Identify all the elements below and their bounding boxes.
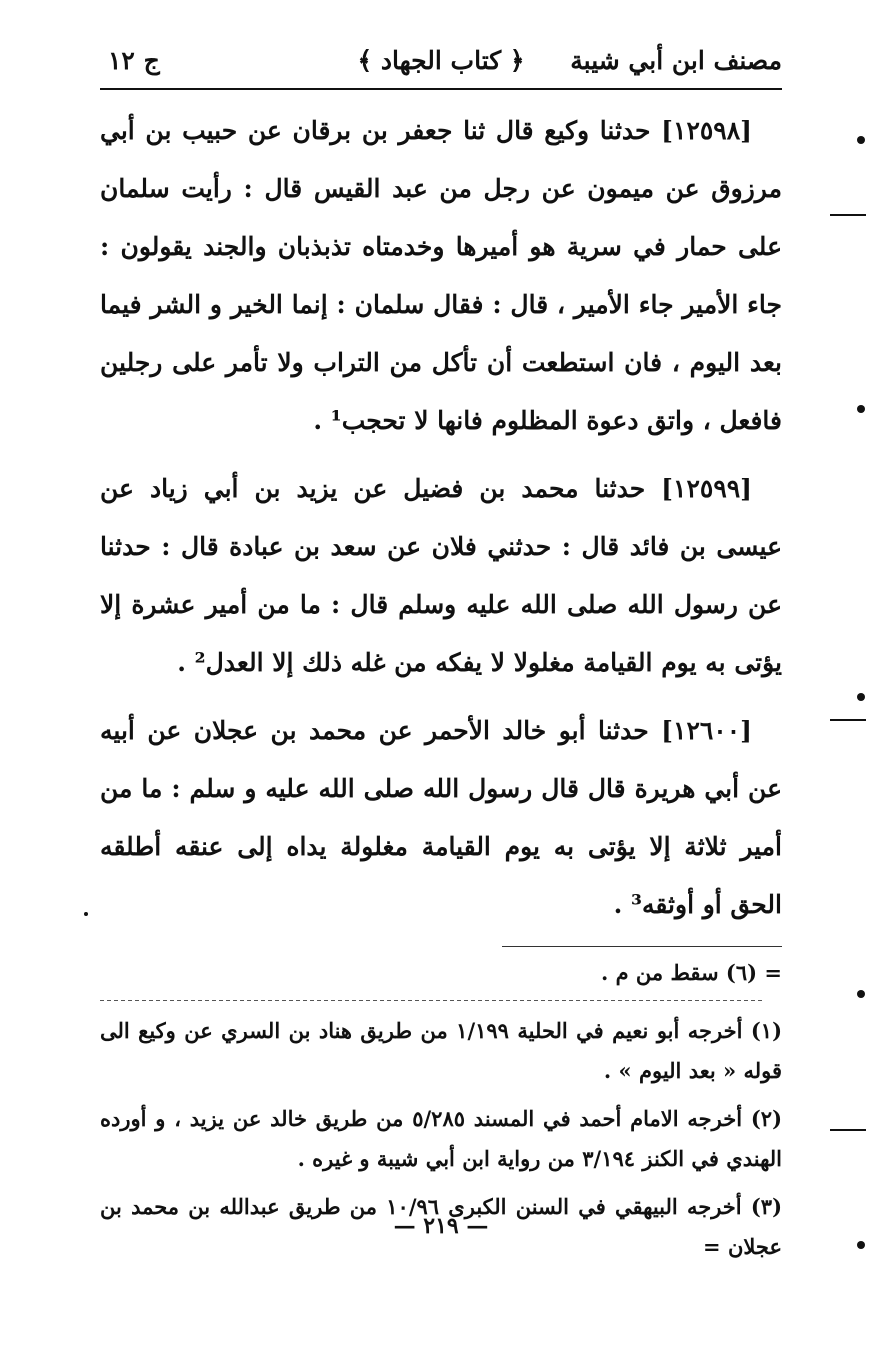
hadith-paragraph: [١٢٥٩٨] حدثنا وكيع قال ثنا جعفر بن برقان عن حبيب بن أبي مرزوق عن ميمون عن رجل من عبد القيس قال : رأيت سلمان على حمار في سرية هو أميرها وخدمتاه تذبذبان والجند يقولون : جاء الأمير جاء الأمير ، قال : فقال سلمان : إنما الخير و الشر فيما بعد اليوم ، فان استطعت أن تأكل من التراب ولا تأمر على رجلين فافعل ، واتق دعوة المظلوم فانها لا تحجب¹ . <box>100 116 782 435</box>
chapter-title: ﴿ كتاب الجهاد ﴾ <box>357 46 525 75</box>
footnote: (٣) أخرجه البيهقي في السنن الكبرى ١٠/٩٦ من طريق عبدالله بن محمد بن عجلان = <box>100 1194 782 1259</box>
scan-mark <box>857 1241 865 1249</box>
footnote-separator <box>502 946 782 947</box>
scan-mark <box>857 405 865 413</box>
scan-mark <box>857 136 865 144</box>
scan-mark <box>830 719 866 721</box>
footnote: (٢) أخرجه الامام أحمد في المسند ٥/٢٨٥ من طريق خالد عن يزيد ، و أورده الهندي في الكنز ٣/١٩٤ من رواية ابن أبي شيبة و غيره . <box>100 1106 782 1171</box>
main-text <box>100 102 782 934</box>
scan-mark <box>857 990 865 998</box>
document-page <box>100 38 782 1338</box>
page-header <box>100 38 782 90</box>
book-title: مصنف ابن أبي شيبة <box>570 46 782 75</box>
volume-page-label: ج ١٢ <box>108 46 160 75</box>
footnote: (١) أخرجه أبو نعيم في الحلية ١/١٩٩ من طريق هناد بن السري عن وكيع الى قوله « بعد اليوم » . <box>100 1018 782 1083</box>
scan-mark <box>830 1129 866 1131</box>
page-number: — ٢١٩ — <box>393 1213 489 1239</box>
scan-mark <box>857 693 865 701</box>
footnote-continuation: = (٦) سقط من م . <box>600 960 782 985</box>
scan-mark <box>830 214 866 216</box>
scan-mark <box>84 912 88 916</box>
hadith-paragraph: [١٢٥٩٩] حدثنا محمد بن فضيل عن يزيد بن أبي زياد عن عيسى بن فائد قال : حدثني فلان عن سعد بن عبادة قال : حدثنا عن رسول الله صلى الله عليه وسلم قال : ما من أمير عشرة إلا يؤتى به يوم القيامة مغلولا لا يفكه من غله ذلك إلا العدل² . <box>100 474 782 677</box>
hadith-paragraph: [١٢٦٠٠] حدثنا أبو خالد الأحمر عن محمد بن عجلان عن أبيه عن أبي هريرة قال قال رسول الله صلى الله عليه و سلم : ما من أمير ثلاثة إلا يؤتى به يوم القيامة مغلولة يداه إلى عنقه أطلقه الحق أو أوثقه³ . <box>100 716 782 919</box>
wavy-divider <box>100 997 762 1003</box>
